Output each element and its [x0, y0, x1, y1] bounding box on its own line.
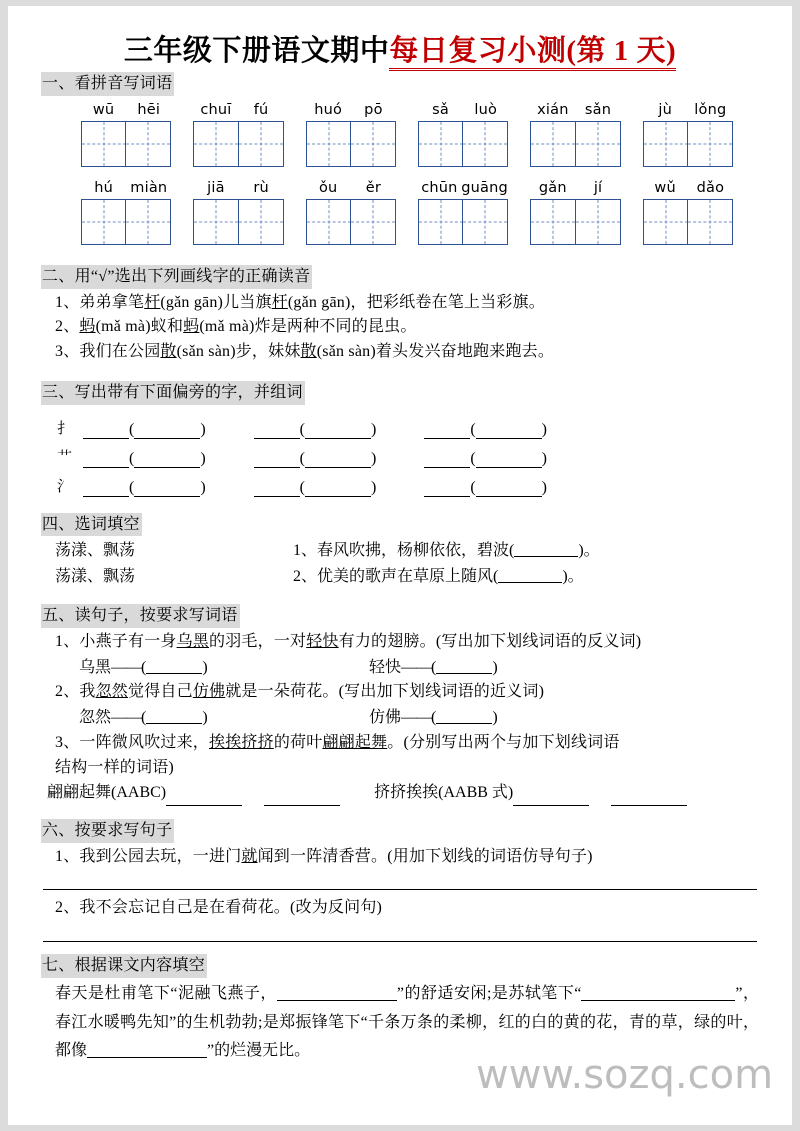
q-text: 觉得自己	[128, 683, 193, 701]
tianzige-box[interactable]	[418, 121, 464, 167]
section-4-sentence	[293, 538, 759, 564]
paragraph-text: ”的舒适安闲;是苏轼笔下“	[396, 984, 582, 1002]
pair-word: 乌黑	[79, 658, 112, 676]
tianzige-box[interactable]	[687, 121, 733, 167]
tianzige-box[interactable]	[81, 121, 127, 167]
pinyin-group	[306, 180, 396, 245]
underlined-word: 轻快	[306, 632, 339, 650]
char-blank[interactable]	[83, 424, 129, 439]
pinyin-group	[530, 180, 620, 245]
pinyin-label: pō	[364, 102, 383, 119]
tianzige-box[interactable]	[643, 199, 689, 245]
pinyin-group	[418, 102, 508, 167]
tianzige-box[interactable]	[643, 121, 689, 167]
radical-label: 艹	[57, 449, 73, 466]
tianzige-box[interactable]	[530, 121, 576, 167]
pinyin-group	[81, 102, 171, 167]
sentence-text: 1、春风吹拂，杨柳依依，碧波(	[293, 542, 515, 560]
tianzige-box[interactable]	[418, 199, 464, 245]
radical-answer-cell[interactable]: ( )	[424, 480, 547, 497]
word-blank[interactable]	[305, 453, 371, 468]
pinyin-label: fú	[253, 102, 269, 119]
pinyin-group	[193, 180, 283, 245]
q-text: 的羽毛，一对	[209, 632, 307, 650]
pinyin-label: ěr	[365, 180, 382, 197]
recite-blank[interactable]	[581, 985, 643, 1001]
char-blank[interactable]	[83, 453, 129, 468]
pinyin-label: luò	[474, 102, 498, 119]
paragraph-text: 春天是杜甫笔下“泥融飞燕子，	[55, 984, 277, 1002]
underlined-char: 散	[300, 343, 317, 361]
q-text: 2、我	[55, 683, 96, 701]
word-blank[interactable]	[134, 453, 200, 468]
underlined-char: 蚂	[183, 318, 200, 336]
char-blank[interactable]	[254, 424, 300, 439]
sentence-text: )。	[562, 567, 584, 585]
pinyin-label: gǎn	[538, 180, 567, 197]
radical-answer-cell[interactable]: ( )	[83, 480, 206, 497]
worksheet-page	[8, 6, 792, 1125]
word-blank[interactable]	[134, 424, 200, 439]
radical-row	[57, 413, 759, 439]
tianzige-box[interactable]	[238, 199, 284, 245]
answer-pair-row	[79, 705, 759, 731]
aabb-label: 挤挤挨挨(AABB 式)	[374, 784, 514, 802]
pinyin-group	[643, 102, 733, 167]
antonym-blank[interactable]	[436, 659, 492, 674]
recite-blank[interactable]	[643, 985, 735, 1001]
section-6-heading: 六、按要求写句子	[41, 819, 174, 843]
q-text: 1、我到公园去玩，一进门	[55, 847, 242, 865]
q-text: 闻到一阵清香营。(用加下划线的词语仿导句子)	[257, 847, 593, 865]
pinyin-group	[306, 102, 396, 167]
aabc-label: 翩翩起舞(AABC)	[47, 784, 167, 802]
synonym-blank[interactable]	[146, 709, 202, 724]
paragraph-text: ”，春江水暖鸭先知”的生机勃勃;是郑振锋笔下“千条万条的柔柳，红的白的黄的花，青的草，绿的叶，都像	[55, 984, 759, 1060]
pinyin-label: wǔ	[654, 180, 676, 197]
synonym-blank[interactable]	[436, 709, 492, 724]
section-1-heading: 一、看拼音写词语	[41, 72, 174, 96]
section-4-heading-wrap	[41, 507, 759, 539]
antonym-blank[interactable]	[146, 659, 202, 674]
pinyin-group	[418, 180, 508, 245]
section-7-heading: 七、根据课文内容填空	[41, 954, 207, 978]
answer-line[interactable]	[43, 941, 757, 942]
pinyin-group	[643, 180, 733, 245]
radical-answer-cell[interactable]: ( )	[83, 451, 206, 468]
radical-label: 扌	[57, 420, 73, 437]
question-2-3	[55, 340, 759, 365]
pinyin-group	[530, 102, 620, 167]
tianzige-box[interactable]	[193, 121, 239, 167]
char-blank[interactable]	[424, 482, 470, 497]
pinyin-label: hēi	[137, 102, 161, 119]
pinyin-label: jí	[593, 180, 603, 197]
question-6-1	[55, 845, 759, 870]
word-blank[interactable]	[134, 482, 200, 497]
recite-blank[interactable]	[277, 985, 397, 1001]
word-bank: 荡漾、飘荡	[55, 567, 136, 585]
tianzige-box[interactable]	[350, 199, 396, 245]
tianzige-box[interactable]	[575, 199, 621, 245]
q-text: 2、	[55, 318, 80, 336]
section-7-heading-wrap	[41, 948, 759, 980]
q-text: 的荷叶	[273, 733, 323, 751]
word-blank[interactable]	[476, 482, 542, 497]
page-title	[41, 36, 759, 66]
title-red-part: 每日复习小测(第 1 天)	[389, 35, 676, 71]
aabb-blank[interactable]	[513, 790, 589, 806]
tianzige-box[interactable]	[462, 199, 508, 245]
radical-answer-cell[interactable]: ( )	[254, 480, 377, 497]
pair-word: 忽然	[79, 709, 112, 727]
q-text: 1、小燕子有一身	[55, 632, 177, 650]
question-5-2	[55, 680, 759, 705]
q-text: 3、我们在公园	[55, 343, 161, 361]
fill-blank[interactable]	[498, 568, 562, 583]
pinyin-grid-row-2	[41, 180, 759, 245]
aabb-blank[interactable]	[611, 790, 687, 806]
pair-word: 仿佛	[369, 709, 402, 727]
underlined-word: 仿佛	[192, 683, 226, 701]
tianzige-box[interactable]	[125, 121, 171, 167]
underlined-char: 杆	[271, 293, 288, 311]
section-3-heading: 三、写出带有下面偏旁的字，并组词	[41, 381, 305, 405]
tianzige-box[interactable]	[125, 199, 171, 245]
radical-answer-cell[interactable]: ( )	[254, 422, 377, 439]
char-blank[interactable]	[254, 453, 300, 468]
word-bank: 荡漾、飘荡	[55, 542, 136, 560]
q-text: 就是一朵荷花。(写出加下划线词语的近义词)	[225, 683, 545, 701]
pinyin-label: sǎ	[432, 102, 449, 119]
underlined-word: 乌黑	[176, 632, 210, 650]
section-5-heading: 五、读句子，按要求写词语	[41, 604, 240, 628]
pinyin-label: wū	[92, 102, 115, 119]
recite-blank[interactable]	[87, 1042, 207, 1058]
pinyin-label: guāng	[461, 180, 508, 197]
pinyin-grid-row-1	[41, 102, 759, 167]
char-blank[interactable]	[424, 424, 470, 439]
word-blank[interactable]	[305, 482, 371, 497]
section-4-row	[55, 538, 759, 564]
pinyin-label: ǒu	[318, 180, 338, 197]
q-text: (sǎn sàn)步，妹妹	[176, 343, 301, 361]
radical-label: 氵	[57, 478, 73, 495]
pair-word: 轻快	[369, 658, 402, 676]
section-2-heading-wrap	[41, 259, 759, 291]
pinyin-label: jù	[658, 102, 672, 119]
answer-pair: 忽然——( )	[79, 709, 208, 727]
underlined-char: 散	[160, 343, 177, 361]
radical-answer-cell[interactable]: ( )	[83, 422, 206, 439]
q-text: (gǎn gān)儿当旗	[160, 293, 272, 311]
question-5-3	[55, 731, 759, 756]
q-text: 有力的翅膀。(写出加下划线词语的反义词)	[338, 632, 642, 650]
pinyin-label: sǎn	[584, 102, 612, 119]
question-2-2	[55, 315, 759, 340]
tianzige-box[interactable]	[306, 121, 352, 167]
section-3-heading-wrap	[41, 375, 759, 407]
aabc-blank[interactable]	[264, 790, 340, 806]
word-blank[interactable]	[476, 453, 542, 468]
title-black-part: 三年级下册语文期中	[123, 35, 390, 67]
radical-answer-cell[interactable]: ( )	[424, 451, 547, 468]
q-text: 3、一阵微风吹过来，	[55, 733, 210, 751]
section-4-row	[55, 564, 759, 590]
tianzige-box[interactable]	[687, 199, 733, 245]
tianzige-box[interactable]	[350, 121, 396, 167]
aabc-blank[interactable]	[166, 790, 242, 806]
tianzige-box[interactable]	[306, 199, 352, 245]
pinyin-label: xián	[537, 102, 569, 119]
q-text: 。(分别写出两个与加下划线词语	[387, 733, 620, 751]
site-watermark: www.sozq.com	[476, 1052, 774, 1098]
section-4-sentence	[293, 564, 759, 590]
pinyin-label: miàn	[130, 180, 168, 197]
section-2-heading: 二、用“√”选出下列画线字的正确读音	[41, 265, 312, 289]
section-6-heading-wrap	[41, 813, 759, 845]
q-text: 1、弟弟拿笔	[55, 293, 145, 311]
paragraph-text: ”的烂漫无比。	[207, 1042, 311, 1060]
section-1-heading-wrap	[41, 66, 759, 98]
section-4-heading: 四、选词填空	[41, 513, 142, 537]
question-2-1	[55, 291, 759, 316]
section-5-heading-wrap	[41, 598, 759, 630]
pinyin-label: chuī	[200, 102, 232, 119]
answer-pair-row	[79, 655, 759, 681]
underlined-word: 挨挨挤挤	[209, 733, 274, 751]
answer-pair: 仿佛——( )	[369, 709, 498, 727]
section-7-paragraph	[55, 980, 759, 1066]
radical-row	[57, 442, 759, 468]
tianzige-box[interactable]	[530, 199, 576, 245]
pinyin-label: dǎo	[696, 180, 725, 197]
sentence-text: 2、优美的歌声在草原上随风(	[293, 567, 499, 585]
radical-answer-cell[interactable]: ( )	[254, 451, 377, 468]
pinyin-group	[193, 102, 283, 167]
pinyin-label: rù	[253, 180, 269, 197]
word-blank[interactable]	[476, 424, 542, 439]
q-text: (mǎ mà)炸是两种不同的昆虫。	[199, 318, 417, 336]
word-blank[interactable]	[305, 424, 371, 439]
answer-pair: 乌黑——( )	[79, 658, 208, 676]
underlined-word: 忽然	[95, 683, 129, 701]
underlined-word: 翩翩起舞	[322, 733, 388, 751]
tianzige-box[interactable]	[81, 199, 127, 245]
q-text: (sǎn sàn)着头发兴奋地跑来跑去。	[316, 343, 555, 361]
pinyin-label: hú	[94, 180, 113, 197]
answer-pair: 轻快——( )	[369, 658, 498, 676]
pinyin-label: lǒng	[694, 102, 727, 119]
pinyin-group	[81, 180, 171, 245]
underlined-char: 蚂	[79, 318, 96, 336]
question-5-3-continued: 结构一样的词语)	[55, 758, 174, 776]
pinyin-label: jiā	[207, 180, 225, 197]
fill-blank[interactable]	[514, 542, 578, 557]
q-text: (gǎn gān)，把彩纸卷在笔上当彩旗。	[287, 293, 545, 311]
tianzige-box[interactable]	[462, 121, 508, 167]
q-text: (mǎ mà)蚁和	[95, 318, 184, 336]
char-blank[interactable]	[254, 482, 300, 497]
tianzige-box[interactable]	[193, 199, 239, 245]
radical-row	[57, 471, 759, 497]
sentence-text: )。	[578, 542, 600, 560]
char-blank[interactable]	[424, 453, 470, 468]
question-6-2: 2、我不会忘记自己是在看荷花。(改为反问句)	[55, 899, 383, 917]
underlined-word: 就	[241, 847, 258, 865]
char-blank[interactable]	[83, 482, 129, 497]
question-5-1	[55, 630, 759, 655]
tianzige-box[interactable]	[575, 121, 621, 167]
tianzige-box[interactable]	[238, 121, 284, 167]
underlined-char: 杆	[144, 293, 161, 311]
pinyin-label: huó	[314, 102, 343, 119]
aabc-aabb-row	[47, 780, 759, 806]
answer-line[interactable]	[43, 889, 757, 890]
pinyin-label: chūn	[421, 180, 458, 197]
radical-answer-cell[interactable]: ( )	[424, 422, 547, 439]
